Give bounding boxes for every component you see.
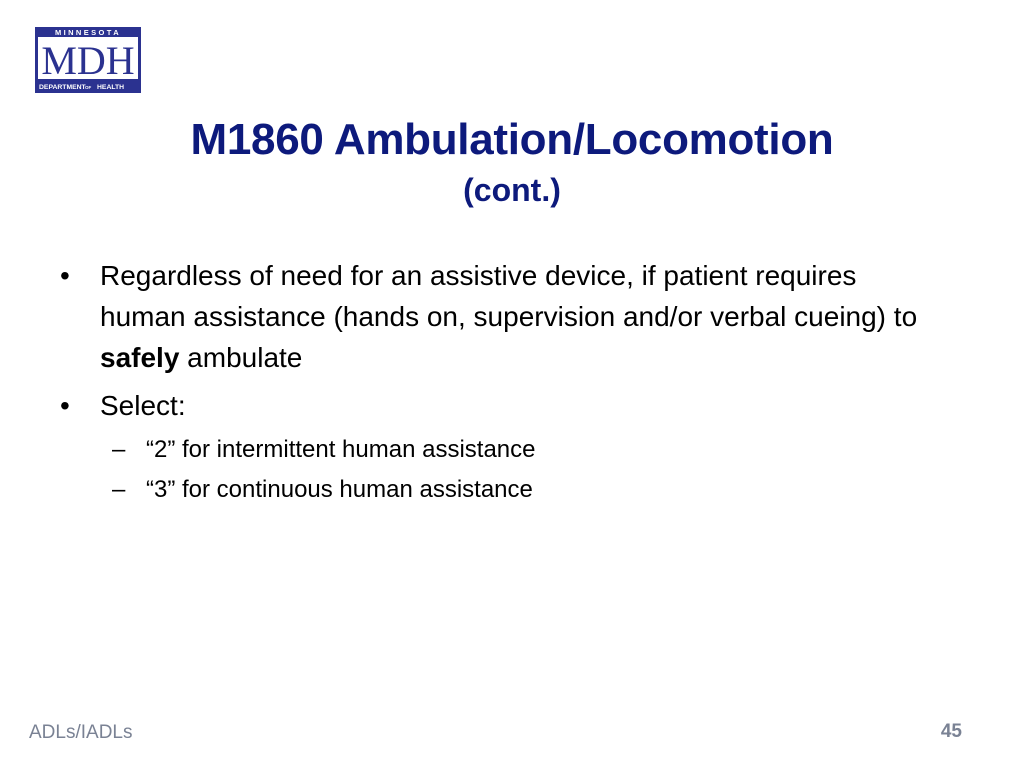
sub-bullet-item [60,473,940,506]
bullet-text: Select: [100,390,186,421]
sub-bullet-item [60,433,940,466]
logo-main-text: MDH [41,38,135,83]
slide-title-sub: (cont.) [463,172,561,208]
bullet-item [60,385,940,426]
slide-title-main: M1860 Ambulation/Locomotion [190,115,834,164]
footer-section-label: ADLs/IADLs [29,722,133,743]
logo-bottom-of-text: OF [85,85,92,90]
bullet-marker: • [60,260,70,291]
sub-bullet-text: “2” for intermittent human assistance [146,436,536,463]
sub-bullet-text: “3” for continuous human assistance [146,476,533,503]
slide-content [60,255,940,513]
bullet-text-end: ambulate [179,342,303,373]
sub-bullet-marker: – [112,476,126,503]
logo-top-text: MINNESOTA [54,28,122,37]
mdh-logo [35,27,141,93]
bullet-marker: • [60,390,70,421]
slide-title [0,113,1024,210]
bullet-bold-text: safely [100,342,180,373]
page-number: 45 [940,721,962,742]
logo-bottom-left-text: DEPARTMENT [39,84,86,91]
bullet-text: Regardless of need for an assistive device, if patient requires human assistance (hands on, supervision and/or verbal cueing) to [100,260,918,332]
logo-bottom-right-text: HEALTH [97,84,125,91]
bullet-item [60,255,940,378]
sub-bullet-marker: – [112,436,126,463]
